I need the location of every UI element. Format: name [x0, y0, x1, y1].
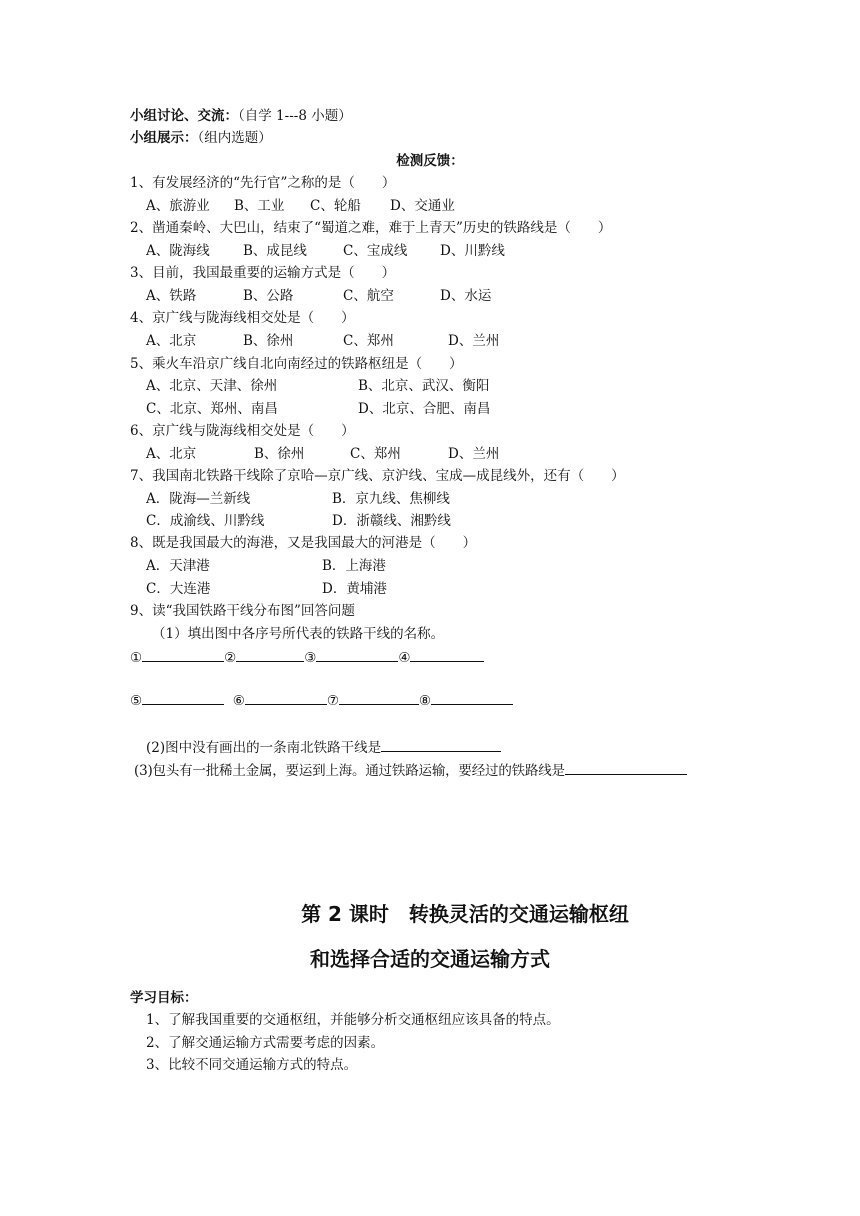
feedback-title: 检测反馈：: [396, 153, 464, 169]
sub-question-3: [134, 760, 687, 781]
display-label: 小组展示：: [130, 130, 198, 146]
fill-blank-row-1: [130, 647, 484, 668]
option: D、水运: [440, 288, 492, 304]
objectives-label: 学习目标：: [130, 990, 198, 1006]
answer-blank[interactable]: [236, 647, 304, 662]
blank-number: ①: [130, 650, 143, 666]
blank-number: ④: [398, 650, 411, 666]
option: C．成渝线、川黔线: [146, 513, 265, 529]
option: C、郑州: [343, 333, 394, 349]
option: A、旅游业: [146, 198, 210, 214]
discussion-label: 小组讨论、交流：: [130, 108, 238, 124]
display-text: （组内选题）: [197, 130, 272, 146]
option: B、徐州: [243, 333, 294, 349]
lesson-title-line-1: 第 2 课时 转换灵活的交通运输枢纽: [301, 902, 629, 926]
answer-blank[interactable]: [339, 690, 419, 705]
option: A、铁路: [146, 288, 197, 304]
sub-question-2: [146, 737, 501, 758]
answer-blank[interactable]: [245, 690, 327, 705]
option: C、宝成线: [343, 243, 408, 259]
option: B、北京、武汉、衡阳: [358, 378, 490, 394]
option: A．陇海—兰新线: [146, 491, 251, 507]
option: A、北京: [146, 446, 197, 462]
sub-question-3-text: (3)包头有一批稀土金属，要运到上海。通过铁路运输，要经过的铁路线是: [134, 763, 565, 779]
discussion-line: [130, 106, 352, 126]
objective-item: 1、了解我国重要的交通枢纽，并能够分析交通枢纽应该具备的特点。: [146, 1012, 560, 1028]
option: C、航空: [343, 288, 394, 304]
question-stem: 4、京广线与陇海线相交处是（ ）: [130, 310, 355, 326]
option: A、北京、天津、徐州: [146, 378, 278, 394]
blank-number: ⑤: [130, 693, 143, 709]
option: A、陇海线: [146, 243, 210, 259]
option: C、轮船: [310, 198, 361, 214]
fill-blank-row-2: [130, 690, 513, 711]
blank-number: ⑦: [326, 693, 339, 709]
answer-blank[interactable]: [431, 690, 513, 705]
blank-number: ⑧: [418, 693, 432, 709]
question-stem: 9、读“我国铁路干线分布图”回答问题: [130, 603, 355, 619]
option: B．上海港: [322, 558, 386, 574]
discussion-text: （自学 1---8 小题）: [238, 108, 352, 124]
answer-blank[interactable]: [410, 647, 484, 662]
option: A、北京: [146, 333, 197, 349]
blank-number: ⑥: [232, 693, 245, 709]
answer-blank[interactable]: [381, 737, 501, 752]
objective-item: 3、比较不同交通运输方式的特点。: [146, 1057, 358, 1073]
option: D、兰州: [448, 446, 500, 462]
option: B、公路: [243, 288, 294, 304]
option: D、交通业: [390, 198, 455, 214]
option: B．京九线、焦柳线: [332, 491, 450, 507]
question-stem: 6、京广线与陇海线相交处是（ ）: [130, 423, 355, 439]
question-stem: 1、有发展经济的“先行官”之称的是（ ）: [130, 175, 396, 191]
objective-item: 2、了解交通运输方式需要考虑的因素。: [146, 1035, 385, 1051]
blank-number: ③: [304, 650, 317, 666]
question-stem: 3、目前，我国最重要的运输方式是（ ）: [130, 265, 396, 281]
lesson-title-line-2: 和选择合适的交通运输方式: [310, 947, 550, 971]
answer-blank[interactable]: [142, 647, 224, 662]
option: C、郑州: [350, 446, 401, 462]
option: D、北京、合肥、南昌: [358, 401, 491, 417]
answer-blank[interactable]: [565, 760, 687, 775]
answer-blank[interactable]: [316, 647, 398, 662]
option: B、成昆线: [243, 243, 307, 259]
question-stem: 5、乘火车沿京广线自北向南经过的铁路枢纽是（ ）: [130, 356, 463, 372]
option: C、北京、郑州、南昌: [146, 401, 278, 417]
sub-question-2-text: (2)图中没有画出的一条南北铁路干线是: [146, 740, 382, 756]
answer-blank[interactable]: [142, 690, 224, 705]
sub-question-1: （1）填出图中各序号所代表的铁路干线的名称。: [152, 626, 445, 642]
display-line: [130, 128, 272, 148]
question-stem: 2、凿通秦岭、大巴山，结束了“蜀道之难，难于上青天”历史的铁路线是（ ）: [130, 220, 612, 236]
option: A．天津港: [146, 558, 210, 574]
option: B、徐州: [254, 446, 305, 462]
blank-number: ②: [224, 650, 237, 666]
option: C．大连港: [146, 581, 211, 597]
question-stem: 7、我国南北铁路干线除了京哈—京广线、京沪线、宝成—成昆线外，还有（ ）: [130, 468, 625, 484]
option: D、川黔线: [440, 243, 505, 259]
option: D．黄埔港: [322, 581, 387, 597]
option: B、工业: [234, 198, 285, 214]
option: D．浙赣线、湘黔线: [332, 513, 451, 529]
question-stem: 8、既是我国最大的海港，又是我国最大的河港是（ ）: [130, 535, 477, 551]
option: D、兰州: [448, 333, 500, 349]
